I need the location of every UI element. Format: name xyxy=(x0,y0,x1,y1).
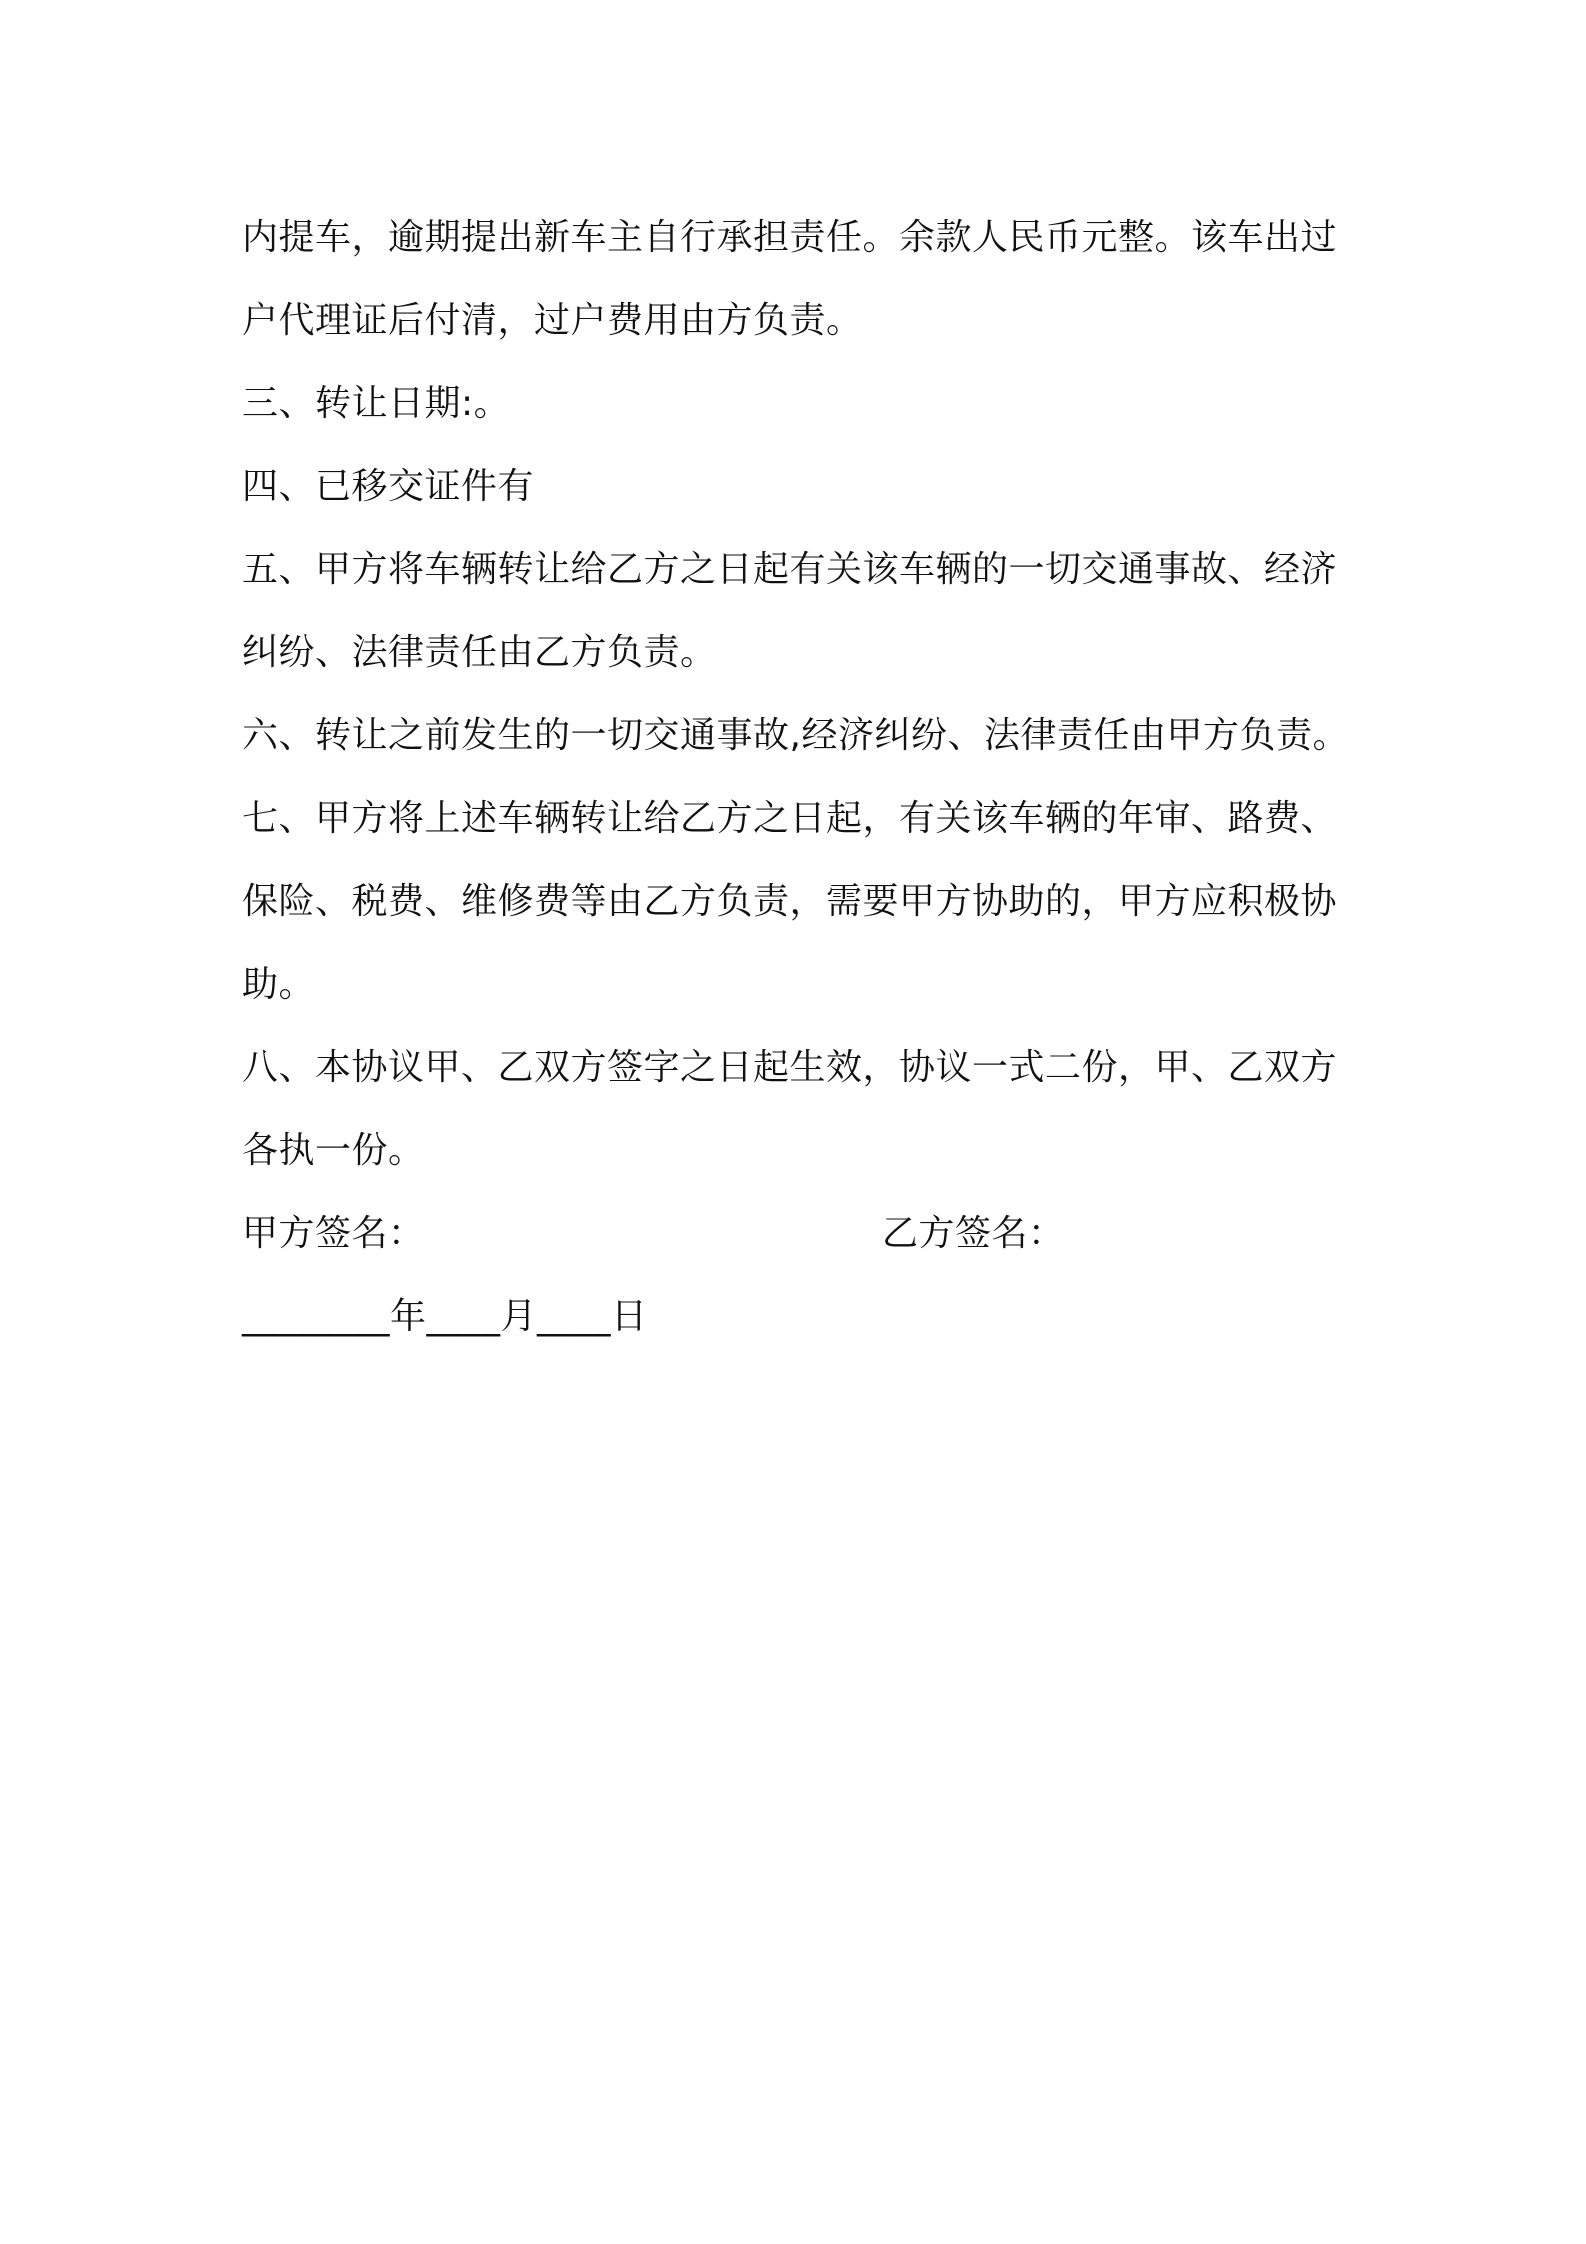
paragraph-effectiveness: 八、本协议甲、乙双方签字之日起生效，协议一式二份，甲、乙双方各执一份。 xyxy=(242,1047,1338,1171)
paragraph-transfer-date: 三、转让日期:。 xyxy=(242,383,511,424)
document-body xyxy=(242,196,1362,1358)
party-a-signature-label: 甲方签名： xyxy=(242,1213,425,1254)
paragraph-documents-handed-over: 四、已移交证件有 xyxy=(242,466,535,507)
paragraph-liability-after-transfer: 五、甲方将车辆转让给乙方之日起有关该车辆的一切交通事故、经济纠纷、法律责任由乙方负责。 xyxy=(242,549,1338,673)
signature-row xyxy=(242,1192,1362,1275)
date-line: ________年____月____日 xyxy=(242,1296,648,1337)
paragraph-continuation: 内提车，逾期提出新车主自行承担责任。余款人民币元整。该车出过户代理证后付清，过户费用由方负责。 xyxy=(242,217,1338,341)
paragraph-liability-before-transfer: 六、转让之前发生的一切交通事故,经济纠纷、法律责任由甲方负责。 xyxy=(242,715,1349,756)
paragraph-fees-responsibility: 七、甲方将上述车辆转让给乙方之日起，有关该车辆的年审、路费、保险、税费、维修费等由乙方负责，需要甲方协助的，甲方应积极协助。 xyxy=(242,798,1338,1005)
party-b-signature-label: 乙方签名： xyxy=(882,1213,1065,1254)
